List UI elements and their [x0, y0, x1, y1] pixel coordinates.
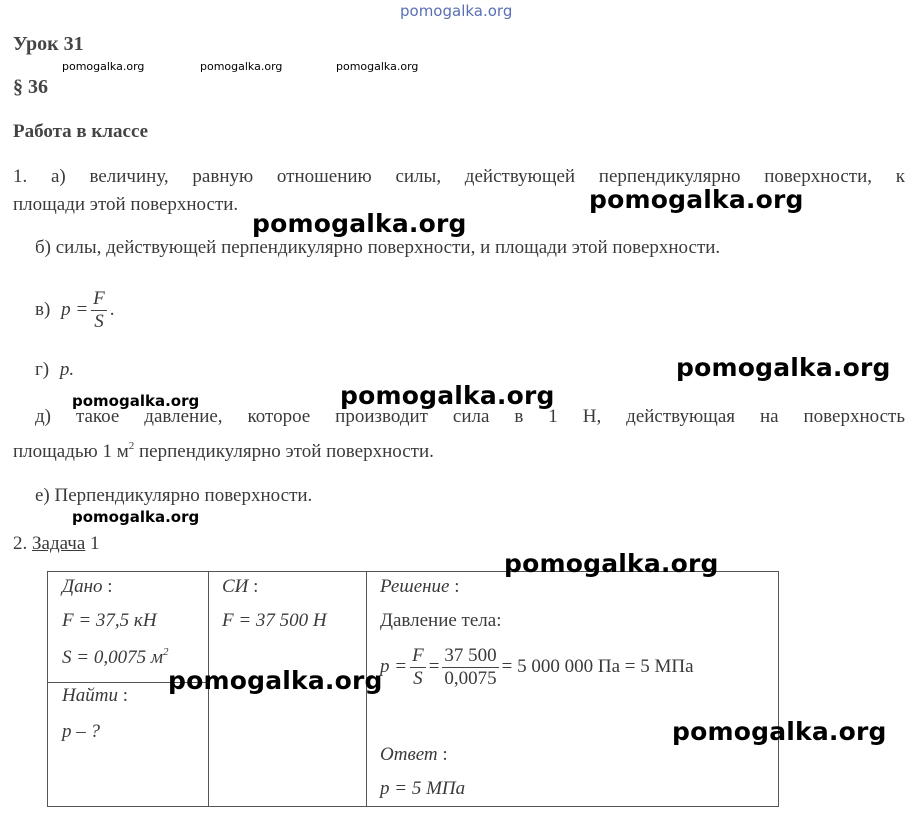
fraction-denominator: S [413, 668, 423, 689]
fraction-symbolic [410, 645, 426, 690]
si-header [222, 576, 258, 598]
given-area [62, 646, 168, 669]
given-force: F = 37,5 кН [62, 610, 157, 631]
colon: : [449, 576, 460, 597]
find-value: p – ? [62, 721, 100, 742]
colon: : [248, 576, 259, 597]
answer-1g [35, 356, 74, 384]
given-header [62, 576, 113, 598]
answer-1d-line1: д) такое давление, которое производит сила в 1 Н, действующая на поверхность [35, 406, 905, 427]
text-part: площадью 1 м [13, 441, 129, 462]
answer-1d-line2 [13, 432, 434, 466]
fraction-denominator: 0,0075 [444, 668, 497, 689]
fraction-numerator: F [93, 288, 105, 309]
watermark-big: pomogalka.org [252, 209, 467, 238]
task-label: Задача [32, 533, 86, 554]
answer-label: г) [35, 359, 50, 380]
watermark-big: pomogalka.org [340, 381, 555, 410]
watermark-small: pomogalka.org [336, 60, 419, 73]
lesson-title: Урок 31 [13, 33, 84, 55]
equals-sign: = [428, 655, 440, 677]
colon: : [117, 685, 128, 706]
watermark-top[interactable]: pomogalka.org [400, 2, 513, 20]
superscript: 2 [128, 440, 135, 452]
solution-formula [380, 645, 694, 690]
answer-1a-line2: площади этой поверхности. [13, 194, 239, 215]
label: Найти [62, 685, 118, 706]
formula-result: = 5 000 000 Па = 5 МПа [501, 655, 694, 677]
find-header [62, 685, 128, 707]
pressure-fraction [91, 288, 107, 333]
answer-value: p. [59, 359, 75, 380]
label: Ответ [380, 744, 438, 765]
label: Дано [62, 576, 103, 597]
formula-end: . [109, 298, 115, 320]
watermark-small: pomogalka.org [200, 60, 283, 73]
watermark-big: pomogalka.org [168, 666, 383, 695]
colon: : [102, 576, 113, 597]
label: Решение [380, 576, 450, 597]
subtitle: Работа в классе [13, 121, 149, 142]
label: СИ [222, 576, 249, 597]
section-title: § 36 [13, 76, 48, 98]
fraction-numeric [442, 645, 498, 690]
colon: : [437, 744, 448, 765]
solution-header [380, 576, 460, 598]
solution-table [47, 571, 779, 807]
task-number: 2. [13, 533, 32, 554]
watermark-big: pomogalka.org [676, 353, 891, 382]
answer-1a-line1: 1. а) величину, равную отношению силы, действующей перпендикулярно поверхности, к [13, 166, 905, 187]
answer-label: в) [35, 298, 51, 320]
superscript: 2 [162, 646, 169, 658]
answer-1e: е) Перпендикулярно поверхности. [35, 485, 313, 506]
si-force: F = 37 500 Н [222, 610, 327, 631]
fraction-denominator: S [94, 311, 104, 332]
text-part: S = 0,0075 м [62, 647, 163, 668]
task-index: 1 [85, 533, 100, 554]
watermark-mid: pomogalka.org [72, 392, 200, 410]
answer-header [380, 744, 448, 766]
watermark-small: pomogalka.org [62, 60, 145, 73]
answer-1v [35, 288, 115, 333]
formula-lhs: p = [61, 298, 89, 320]
formula-lhs: p = [380, 655, 408, 677]
watermark-mid: pomogalka.org [72, 508, 200, 526]
task-heading [13, 530, 100, 558]
solution-text: Давление тела: [380, 610, 502, 631]
watermark-big: pomogalka.org [504, 549, 719, 578]
answer-1b: б) силы, действующей перпендикулярно поверхности, и площади этой поверхности. [35, 237, 721, 258]
watermark-big: pomogalka.org [589, 185, 804, 214]
fraction-numerator: F [412, 645, 424, 666]
watermark-big: pomogalka.org [672, 717, 887, 746]
answer-value: p = 5 МПа [380, 778, 466, 799]
text-part: перпендикулярно этой поверхности. [134, 441, 434, 462]
fraction-numerator: 37 500 [444, 645, 497, 666]
